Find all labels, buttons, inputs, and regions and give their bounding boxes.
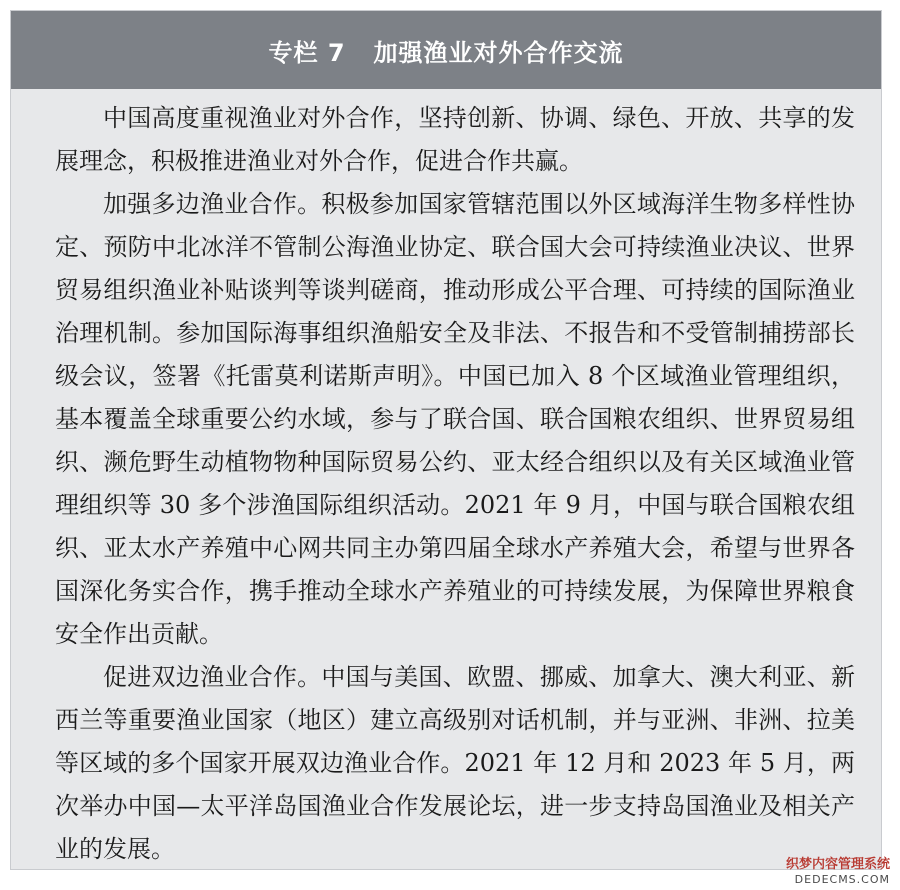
- column-body: [55, 97, 855, 871]
- site-watermark: [786, 857, 890, 886]
- watermark-en: DEDECMS.COM: [794, 873, 890, 886]
- paragraph-intro: 中国高度重视渔业对外合作，坚持创新、协调、绿色、开放、共享的发展理念，积极推进渔业对外合作，促进合作共赢。: [55, 104, 855, 175]
- column-box: [10, 10, 882, 870]
- column-label: 专栏 7: [268, 38, 346, 67]
- paragraph-multilateral: 加强多边渔业合作。积极参加国家管辖范围以外区域海洋生物多样性协定、预防中北冰洋不管制公海渔业协定、联合国大会可持续渔业决议、世界贸易组织渔业补贴谈判等谈判磋商，推动形成公平合理、可持续的国际渔业治理机制。参加国际海事组织渔船安全及非法、不报告和不受管制捕捞部长级会议，签署《托雷莫利诺斯声明》。中国已加入 8 个区域渔业管理组织，基本覆盖全球重要公约水域，参与了联合国、联合国粮农组织、世界贸易组织、濒危野生动植物物种国际贸易公约、亚太经合组织以及有关区域渔业管理组织等 30 多个涉渔国际组织活动。2021 年 9 月，中国与联合国粮农组织、亚太水产养殖中心网共同主办第四届全球水产养殖大会，希望与世界各国深化务实合作，携手推动全球水产养殖业的可持续发展，为保障世界粮食安全作出贡献。: [55, 190, 855, 648]
- paragraph-bilateral: 促进双边渔业合作。中国与美国、欧盟、挪威、加拿大、澳大利亚、新西兰等重要渔业国家（地区）建立高级别对话机制，并与亚洲、非洲、拉美等区域的多个国家开展双边渔业合作。2021 年 12 月和 2023 年 5 月，两次举办中国—太平洋岛国渔业合作发展论坛，进一步支持岛国渔业及相关产业的发展。: [55, 663, 855, 863]
- column-title: 加强渔业对外合作交流: [373, 38, 624, 67]
- watermark-cn: 织梦内容管理系统: [785, 857, 890, 872]
- column-header: [11, 11, 881, 89]
- column-heading: [268, 33, 623, 68]
